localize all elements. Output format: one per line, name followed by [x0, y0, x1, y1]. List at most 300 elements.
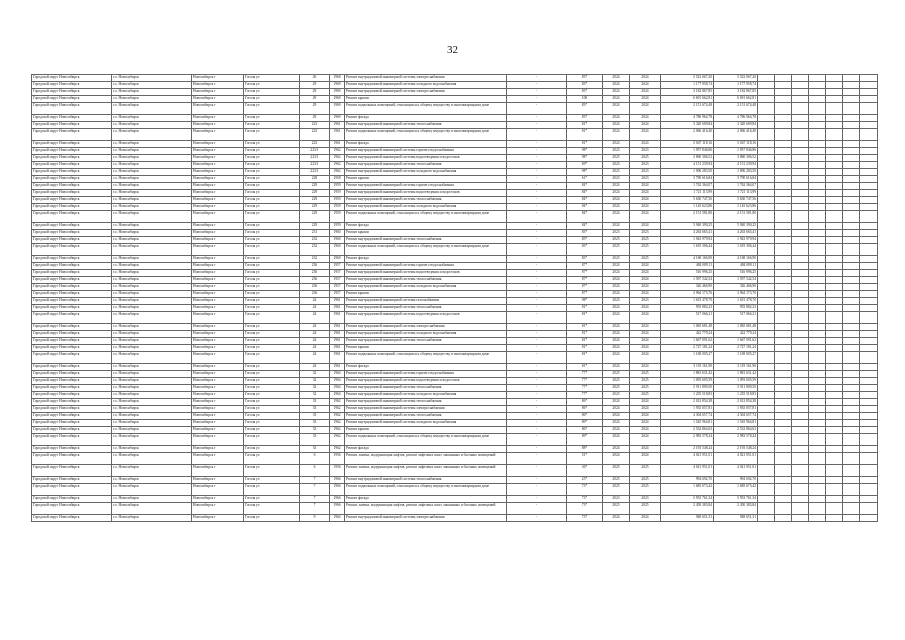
cell-municipality: Городской округ Новосибирск — [32, 352, 112, 364]
cell-empty — [826, 477, 843, 484]
cell-empty — [860, 223, 878, 230]
cell-year: 1962 — [330, 427, 345, 434]
cell-year: 1960 — [330, 230, 345, 237]
cell-empty — [809, 413, 826, 420]
cell-wear: 89* — [567, 434, 603, 446]
table-row — [32, 291, 878, 298]
cell-end-year: 2025 — [630, 237, 661, 244]
cell-work-type: Ремонт крыши — [345, 427, 507, 434]
cell-start-year: 2024 — [603, 406, 630, 413]
cell-empty — [792, 256, 809, 263]
cell-end-year: 2023 — [630, 230, 661, 237]
cell-locality: Новосибирск г — [192, 465, 244, 477]
cell-wear: 77* — [567, 378, 603, 385]
cell-wear: 86* — [567, 399, 603, 406]
cell-empty — [809, 103, 826, 115]
cell-settlement: г.о. Новосибирск — [112, 331, 192, 338]
cell-year: 1959 — [330, 197, 345, 204]
cell-cost-total: 948 651,31 — [714, 515, 758, 522]
cell-empty — [826, 75, 843, 82]
cell-municipality: Городской округ Новосибирск — [32, 183, 112, 190]
cell-cost-total: 3 182 867,85 — [714, 89, 758, 96]
cell-end-year: 2024 — [630, 263, 661, 270]
cell-wear: 73* — [567, 515, 603, 522]
cell-empty — [860, 263, 878, 270]
cell-empty — [758, 484, 775, 496]
cell-dash: - — [507, 413, 567, 420]
cell-dash: - — [507, 122, 567, 129]
cell-empty — [809, 392, 826, 399]
cell-locality: Новосибирск г — [192, 162, 244, 169]
cell-municipality: Городской округ Новосибирск — [32, 385, 112, 392]
cell-empty — [775, 291, 792, 298]
cell-empty — [792, 453, 809, 465]
cell-cost-total: 422 779,24 — [714, 331, 758, 338]
cell-empty — [758, 122, 775, 129]
cell-empty — [809, 434, 826, 446]
cell-cost: 484 089,11 — [661, 263, 714, 270]
cell-cost-total: 4 786 964,78 — [714, 115, 758, 122]
cell-cost-total: 3 119 161,90 — [714, 364, 758, 371]
cell-empty — [826, 155, 843, 162]
cell-year: 1960 — [330, 256, 345, 263]
cell-house-number: 24 — [300, 331, 330, 338]
cell-empty — [843, 169, 860, 176]
cell-wear: 61* — [567, 176, 603, 183]
cell-locality: Новосибирск г — [192, 148, 244, 155]
cell-dash: - — [507, 197, 567, 204]
cell-cost-total: 1 177 958,74 — [714, 82, 758, 89]
cell-empty — [843, 312, 860, 324]
cell-empty — [826, 148, 843, 155]
cell-locality: Новосибирск г — [192, 434, 244, 446]
cell-empty — [826, 162, 843, 169]
cell-house-number: 229 — [300, 223, 330, 230]
table-row — [32, 148, 878, 155]
cell-settlement: г.о. Новосибирск — [112, 122, 192, 129]
cell-empty — [775, 324, 792, 331]
cell-settlement: г.о. Новосибирск — [112, 503, 192, 515]
cell-empty — [826, 465, 843, 477]
cell-empty — [758, 256, 775, 263]
cell-municipality: Городской округ Новосибирск — [32, 503, 112, 515]
cell-settlement: г.о. Новосибирск — [112, 190, 192, 197]
cell-settlement: г.о. Новосибирск — [112, 284, 192, 291]
cell-work-type: Ремонт фасада — [345, 446, 507, 453]
cell-settlement: г.о. Новосибирск — [112, 162, 192, 169]
cell-street: Гоголя ул — [244, 204, 300, 211]
cell-work-type: Ремонт подвальных помещений, относящихся к общему имуществу в многоквартирном доме — [345, 434, 507, 446]
cell-cost-total: 5 953 761,34 — [714, 496, 758, 503]
cell-settlement: г.о. Новосибирск — [112, 263, 192, 270]
cell-empty — [792, 392, 809, 399]
cell-empty — [792, 413, 809, 420]
cell-municipality: Городской округ Новосибирск — [32, 162, 112, 169]
cell-empty — [843, 484, 860, 496]
cell-empty — [758, 148, 775, 155]
cell-end-year: 2024 — [630, 364, 661, 371]
table-row — [32, 277, 878, 284]
table-row — [32, 270, 878, 277]
cell-empty — [775, 256, 792, 263]
cell-settlement: г.о. Новосибирск — [112, 364, 192, 371]
table-row — [32, 413, 878, 420]
cell-start-year: 2025 — [603, 155, 630, 162]
cell-work-type: Ремонт внутридомовой инженерной системы холодного водоснабжения — [345, 204, 507, 211]
cell-empty — [826, 399, 843, 406]
cell-empty — [826, 230, 843, 237]
cell-cost: 1 177 958,74 — [661, 82, 714, 89]
cell-empty — [860, 96, 878, 103]
cell-cost-total: 1 096 283,50 — [714, 169, 758, 176]
cell-year: 1959 — [330, 223, 345, 230]
cell-wear: 86* — [567, 406, 603, 413]
cell-dash: - — [507, 237, 567, 244]
cell-cost-total: 1 615 478,70 — [714, 298, 758, 305]
cell-empty — [809, 122, 826, 129]
cell-empty — [792, 263, 809, 270]
cell-cost: 5 523 067,20 — [661, 75, 714, 82]
cell-settlement: г.о. Новосибирск — [112, 312, 192, 324]
cell-empty — [775, 446, 792, 453]
cell-empty — [792, 312, 809, 324]
cell-street: Гоголя ул — [244, 270, 300, 277]
cell-house-number: 223 — [300, 129, 330, 141]
cell-empty — [792, 406, 809, 413]
cell-year: 1961 — [330, 129, 345, 141]
cell-empty — [826, 96, 843, 103]
cell-empty — [775, 345, 792, 352]
cell-empty — [775, 115, 792, 122]
cell-locality: Новосибирск г — [192, 237, 244, 244]
cell-municipality: Городской округ Новосибирск — [32, 244, 112, 256]
cell-year: 1962 — [330, 406, 345, 413]
cell-house-number: 24 — [300, 364, 330, 371]
cell-empty — [775, 305, 792, 312]
cell-wear: 84* — [567, 190, 603, 197]
cell-locality: Новосибирск г — [192, 115, 244, 122]
cell-start-year: 2024 — [603, 223, 630, 230]
cell-wear: 81* — [567, 141, 603, 148]
cell-locality: Новосибирск г — [192, 413, 244, 420]
cell-empty — [860, 413, 878, 420]
cell-empty — [843, 477, 860, 484]
cell-municipality: Городской округ Новосибирск — [32, 155, 112, 162]
cell-empty — [809, 230, 826, 237]
cell-municipality: Городской округ Новосибирск — [32, 378, 112, 385]
cell-year: 1962 — [330, 399, 345, 406]
cell-locality: Новосибирск г — [192, 223, 244, 230]
cell-settlement: г.о. Новосибирск — [112, 345, 192, 352]
cell-empty — [792, 352, 809, 364]
cell-start-year: 2024 — [603, 122, 630, 129]
cell-cost: 2 727 181,24 — [661, 345, 714, 352]
cell-house-number: 236 — [300, 277, 330, 284]
cell-street: Гоголя ул — [244, 324, 300, 331]
cell-empty — [826, 503, 843, 515]
cell-house-number: 228 — [300, 176, 330, 183]
cell-end-year: 2024 — [630, 345, 661, 352]
cell-locality: Новосибирск г — [192, 385, 244, 392]
cell-municipality: Городской округ Новосибирск — [32, 406, 112, 413]
table-row — [32, 96, 878, 103]
cell-empty — [809, 169, 826, 176]
cell-empty — [792, 364, 809, 371]
cell-empty — [792, 82, 809, 89]
cell-municipality: Городской округ Новосибирск — [32, 331, 112, 338]
cell-empty — [826, 270, 843, 277]
cell-empty — [809, 291, 826, 298]
cell-cost-total: 1 235 518,83 — [714, 392, 758, 399]
cell-empty — [792, 371, 809, 378]
cell-empty — [775, 223, 792, 230]
cell-cost-total: 5 630 747,56 — [714, 197, 758, 204]
cell-empty — [775, 141, 792, 148]
cell-end-year: 2024 — [630, 103, 661, 115]
cell-empty — [826, 291, 843, 298]
cell-empty — [775, 453, 792, 465]
cell-settlement: г.о. Новосибирск — [112, 141, 192, 148]
cell-cost-total: 5 047 118,16 — [714, 141, 758, 148]
cell-empty — [826, 484, 843, 496]
cell-empty — [843, 148, 860, 155]
cell-locality: Новосибирск г — [192, 496, 244, 503]
cell-empty — [775, 82, 792, 89]
cell-empty — [860, 345, 878, 352]
cell-settlement: г.о. Новосибирск — [112, 183, 192, 190]
cell-municipality: Городской округ Новосибирск — [32, 312, 112, 324]
cell-house-number: 7 — [300, 484, 330, 496]
cell-dash: - — [507, 244, 567, 256]
cell-street: Гоголя ул — [244, 352, 300, 364]
cell-house-number: 33 — [300, 413, 330, 420]
cell-cost: 1 619 306,44 — [661, 244, 714, 256]
cell-year: 1964 — [330, 385, 345, 392]
cell-cost: 1 762 364,07 — [661, 183, 714, 190]
table-row — [32, 256, 878, 263]
cell-cost: 1 943 979,94 — [661, 237, 714, 244]
table-row — [32, 312, 878, 324]
cell-empty — [826, 277, 843, 284]
cell-house-number: 29 — [300, 103, 330, 115]
cell-start-year: 2024 — [603, 204, 630, 211]
cell-empty — [758, 477, 775, 484]
cell-house-number: 231 — [300, 230, 330, 237]
cell-dash: - — [507, 324, 567, 331]
cell-wear: 73* — [567, 484, 603, 496]
cell-end-year: 2025 — [630, 155, 661, 162]
cell-empty — [758, 399, 775, 406]
cell-cost: 2 532 864,63 — [661, 427, 714, 434]
cell-cost: 1 235 518,83 — [661, 392, 714, 399]
cell-start-year: 2024 — [603, 312, 630, 324]
cell-wear: 84* — [567, 223, 603, 230]
cell-street: Гоголя ул — [244, 263, 300, 270]
cell-year: 1962 — [330, 162, 345, 169]
cell-wear: 83* — [567, 82, 603, 89]
cell-empty — [758, 413, 775, 420]
cell-cost-total: 5 940 390,25 — [714, 223, 758, 230]
cell-settlement: г.о. Новосибирск — [112, 371, 192, 378]
cell-cost: 2 012 854,38 — [661, 399, 714, 406]
cell-empty — [860, 496, 878, 503]
cell-dash: - — [507, 82, 567, 89]
cell-year: 1959 — [330, 204, 345, 211]
cell-empty — [809, 385, 826, 392]
cell-empty — [843, 155, 860, 162]
cell-municipality: Городской округ Новосибирск — [32, 75, 112, 82]
cell-municipality: Городской округ Новосибирск — [32, 263, 112, 270]
cell-end-year: 2023 — [630, 162, 661, 169]
cell-municipality: Городской округ Новосибирск — [32, 230, 112, 237]
cell-work-type: Ремонт внутридомовой инженерной системы холодного водоснабжения — [345, 169, 507, 176]
cell-start-year: 2024 — [603, 331, 630, 338]
cell-work-type: Ремонт фасада — [345, 115, 507, 122]
cell-work-type: Ремонт внутридомовой инженерной системы электроснабжения — [345, 75, 507, 82]
cell-empty — [860, 190, 878, 197]
cell-work-type: Ремонт внутридомовой инженерной системы теплоснабжения — [345, 197, 507, 204]
cell-start-year: 2024 — [603, 197, 630, 204]
cell-start-year: 2024 — [603, 211, 630, 223]
cell-settlement: г.о. Новосибирск — [112, 496, 192, 503]
cell-settlement: г.о. Новосибирск — [112, 256, 192, 263]
cell-end-year: 2024 — [630, 129, 661, 141]
cell-end-year: 2024 — [630, 115, 661, 122]
cell-dash: - — [507, 148, 567, 155]
cell-empty — [860, 284, 878, 291]
table-row — [32, 345, 878, 352]
cell-cost-total: 3 860 306,52 — [714, 155, 758, 162]
cell-year: 1969 — [330, 82, 345, 89]
cell-work-type: Ремонт внутридомовой инженерной системы теплоснабжения — [345, 338, 507, 345]
cell-empty — [792, 284, 809, 291]
cell-empty — [758, 305, 775, 312]
cell-empty — [843, 183, 860, 190]
cell-empty — [775, 298, 792, 305]
cell-year: 1961 — [330, 312, 345, 324]
cell-cost: 1 721 113,99 — [661, 190, 714, 197]
cell-municipality: Городской округ Новосибирск — [32, 270, 112, 277]
table-row — [32, 399, 878, 406]
cell-street: Гоголя ул — [244, 176, 300, 183]
cell-empty — [809, 263, 826, 270]
cell-cost: 4 021 951,01 — [661, 453, 714, 465]
cell-empty — [792, 515, 809, 522]
cell-cost: 955 882,23 — [661, 305, 714, 312]
cell-empty — [758, 162, 775, 169]
cell-house-number: 7 — [300, 503, 330, 515]
cell-locality: Новосибирск г — [192, 427, 244, 434]
cell-wear: 81* — [567, 345, 603, 352]
cell-empty — [809, 477, 826, 484]
cell-empty — [860, 427, 878, 434]
cell-street: Гоголя ул — [244, 406, 300, 413]
cell-empty — [843, 141, 860, 148]
table-row — [32, 305, 878, 312]
cell-empty — [758, 392, 775, 399]
cell-work-type: Ремонт подвальных помещений, относящихся к общему имуществу в многоквартирном доме — [345, 103, 507, 115]
cell-cost-total: 2 532 864,63 — [714, 427, 758, 434]
cell-empty — [758, 298, 775, 305]
cell-dash: - — [507, 291, 567, 298]
cell-house-number: 223/1 — [300, 155, 330, 162]
cell-work-type: Ремонт внутридомовой инженерной системы водоотведения и водостоков — [345, 312, 507, 324]
cell-start-year: 2024 — [603, 453, 630, 465]
cell-cost: 5 047 118,16 — [661, 141, 714, 148]
table-row — [32, 385, 878, 392]
cell-year: 1959 — [330, 183, 345, 190]
cell-locality: Новосибирск г — [192, 129, 244, 141]
cell-empty — [860, 484, 878, 496]
cell-empty — [775, 155, 792, 162]
cell-cost: 516 996,25 — [661, 270, 714, 277]
cell-municipality: Городской округ Новосибирск — [32, 256, 112, 263]
cell-year: 1964 — [330, 371, 345, 378]
cell-cost: 1 093 605,59 — [661, 378, 714, 385]
cell-municipality: Городской округ Новосибирск — [32, 115, 112, 122]
cell-empty — [826, 183, 843, 190]
cell-end-year: 2023 — [630, 298, 661, 305]
cell-work-type: Ремонт внутридомовой инженерной системы холодного водоснабжения — [345, 331, 507, 338]
cell-empty — [775, 496, 792, 503]
cell-locality: Новосибирск г — [192, 96, 244, 103]
cell-dash: - — [507, 190, 567, 197]
cell-wear: 86* — [567, 427, 603, 434]
cell-empty — [758, 277, 775, 284]
cell-dash: - — [507, 515, 567, 522]
cell-work-type: Ремонт подвальных помещений, относящихся к общему имуществу в многоквартирном доме — [345, 352, 507, 364]
cell-empty — [843, 284, 860, 291]
cell-house-number: 9 — [300, 515, 330, 522]
cell-dash: - — [507, 420, 567, 427]
cell-empty — [843, 515, 860, 522]
cell-empty — [775, 413, 792, 420]
cell-empty — [809, 148, 826, 155]
cell-street: Гоголя ул — [244, 496, 300, 503]
cell-empty — [792, 385, 809, 392]
cell-empty — [792, 169, 809, 176]
cell-street: Гоголя ул — [244, 371, 300, 378]
cell-municipality: Городской округ Новосибирск — [32, 298, 112, 305]
cell-street: Гоголя ул — [244, 378, 300, 385]
cell-empty — [860, 465, 878, 477]
cell-work-type: Ремонт внутридомовой инженерной системы теплоснабжения — [345, 305, 507, 312]
cell-empty — [758, 190, 775, 197]
cell-empty — [775, 484, 792, 496]
cell-work-type: Ремонт фасада — [345, 364, 507, 371]
cell-dash: - — [507, 331, 567, 338]
cell-end-year: 2024 — [630, 277, 661, 284]
cell-house-number: 6 — [300, 465, 330, 477]
cell-municipality: Городской округ Новосибирск — [32, 364, 112, 371]
cell-end-year: 2024 — [630, 338, 661, 345]
cell-empty — [758, 244, 775, 256]
table-row — [32, 211, 878, 223]
cell-cost-total: 1 957 846,86 — [714, 148, 758, 155]
cell-empty — [843, 197, 860, 204]
cell-locality: Новосибирск г — [192, 103, 244, 115]
cell-locality: Новосибирск г — [192, 211, 244, 223]
cell-house-number: 24 — [300, 312, 330, 324]
cell-municipality: Городской округ Новосибирск — [32, 446, 112, 453]
cell-empty — [860, 211, 878, 223]
cell-wear: 100 — [567, 96, 603, 103]
cell-empty — [860, 338, 878, 345]
cell-locality: Новосибирск г — [192, 256, 244, 263]
cell-municipality: Городской округ Новосибирск — [32, 223, 112, 230]
cell-empty — [843, 129, 860, 141]
cell-wear: 88* — [567, 446, 603, 453]
